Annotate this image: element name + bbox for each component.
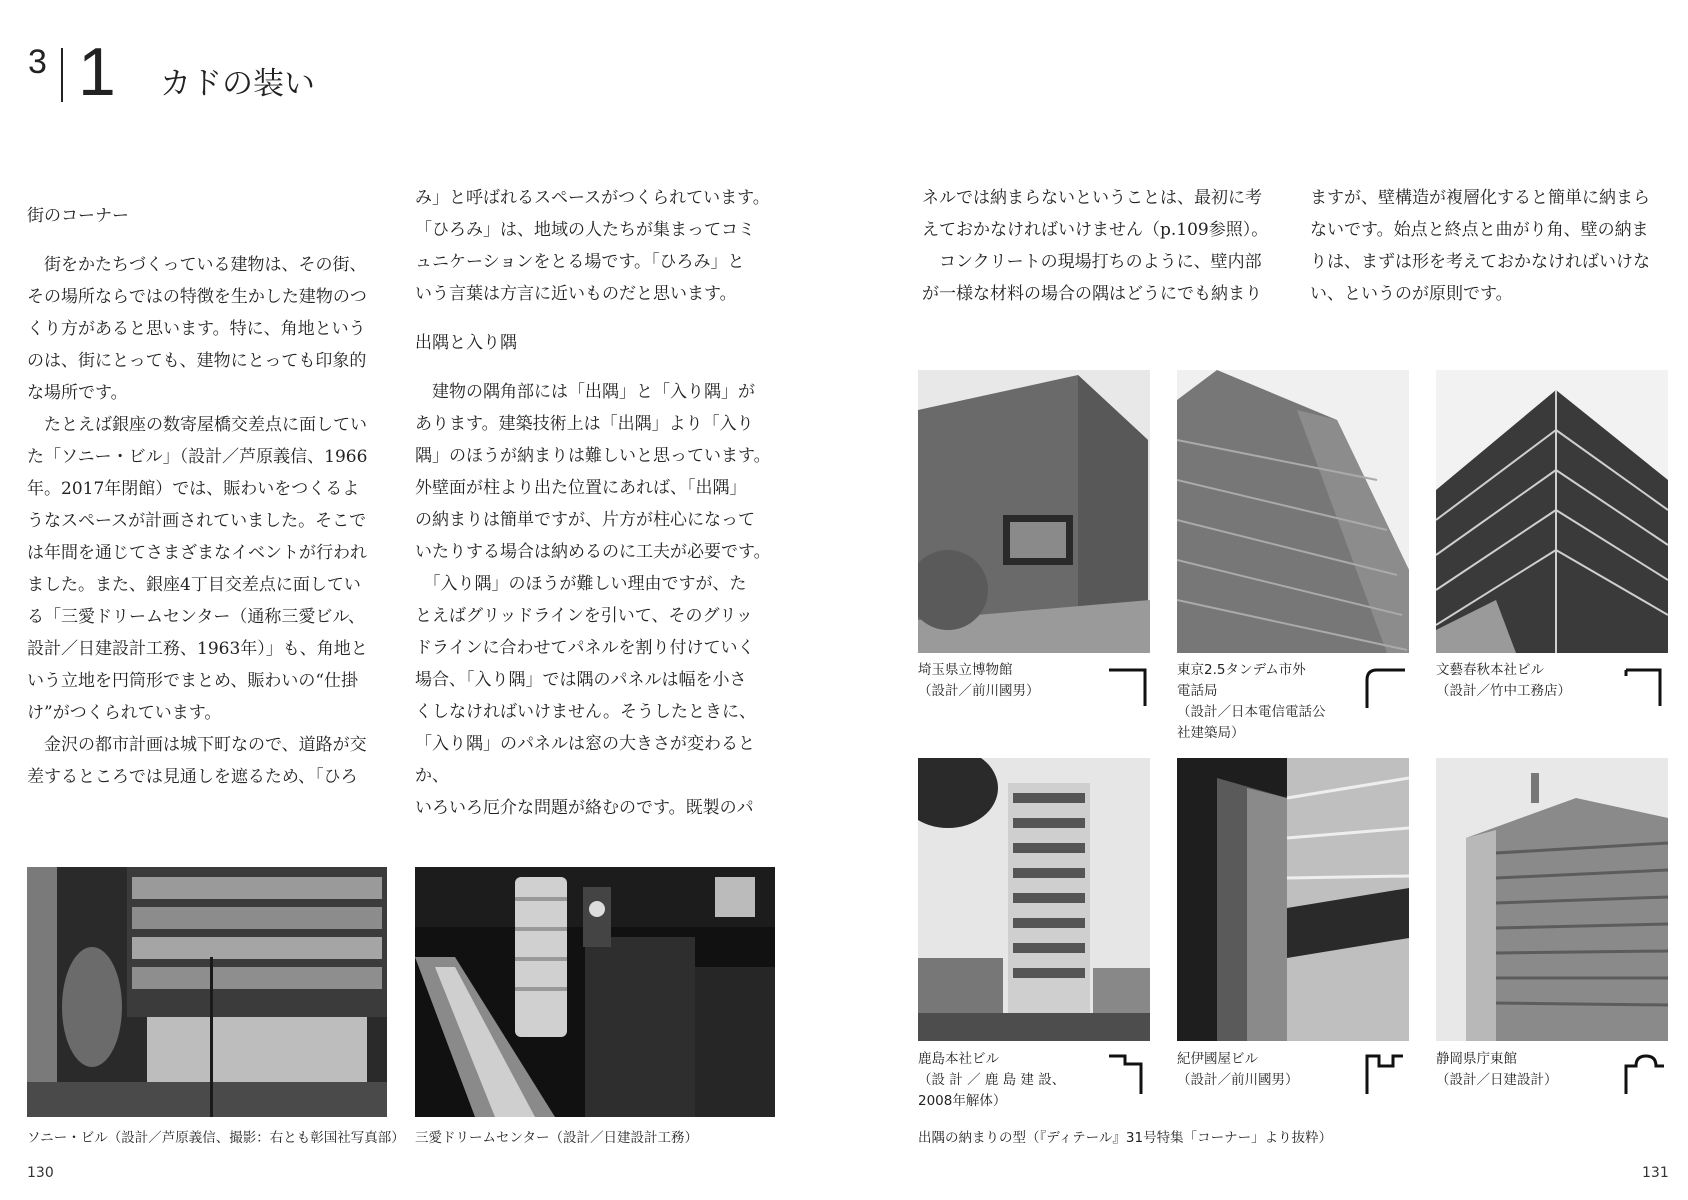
page-number-left: 130 <box>27 1165 54 1181</box>
photo-kinokuniya-building <box>1177 758 1409 1041</box>
photo-bungeishunju-building <box>1436 370 1668 653</box>
corner-profile-diagram <box>1363 664 1409 712</box>
caption-sanai-dream-center: 三愛ドリームセンター（設計／日建設計工務） <box>415 1130 698 1146</box>
corner-profile-diagram <box>1363 1050 1409 1098</box>
header-divider <box>61 48 63 102</box>
paragraph: ネルでは納まらないということは、最初に考 えておかなければいけません（p.109参照）。 <box>922 188 1269 240</box>
photo-shizuoka-prefectural-office <box>1436 758 1668 1041</box>
corner-profile-diagram <box>1622 664 1668 712</box>
section-number: 3 <box>28 43 47 81</box>
text-column-1 <box>27 182 387 793</box>
caption-kajima-headquarters: 鹿島本社ビル （設 計 ／ 鹿 島 建 設、 2008年解体） <box>918 1051 1066 1109</box>
paragraph: コンクリートの現場打ちのように、壁内部 が一様な材料の場合の隅はどうにでも納まり <box>922 252 1262 304</box>
text-column-4 <box>1310 182 1670 310</box>
corner-profile-diagram <box>1622 1050 1668 1098</box>
text-column-3 <box>922 182 1282 310</box>
caption-tokyo-tandem-exchange: 東京2.5タンデム市外 電話局 （設計／日本電信電話公 社建築局） <box>1177 662 1326 741</box>
corner-profile-diagram <box>1105 664 1151 712</box>
photo-kajima-headquarters <box>918 758 1150 1041</box>
photo-saitama-museum <box>918 370 1150 653</box>
page-number-right: 131 <box>1642 1165 1669 1181</box>
heading-street-corner: 街のコーナー <box>27 206 129 226</box>
text-column-2 <box>415 182 775 824</box>
paragraph: たとえば銀座の数寄屋橋交差点に面してい た「ソニー・ビル」（設計／芦原義信、1966 年。2017年閉館）では、賑わいをつくるよ うなスペースが計画されていました。そこで は年間を通じてさまざまなイベントが行われ ました。また、銀座4丁目交差点に面してい る「三愛ドリームセンター（通称三愛ビル、 設計／日建設計工務、1963年）」も、角地と いう立地を円筒形でまとめ、賑わいの“仕掛 け”がつくられています。 <box>27 415 368 723</box>
paragraph: み」と呼ばれるスペースがつくられています。 「ひろみ」は、地域の人たちが集まってコミ ュニケーションをとる場です。「ひろみ」と いう言葉は方言に近いものだと思います。 <box>415 188 770 304</box>
caption-saitama-museum: 埼玉県立博物館 （設計／前川國男） <box>918 662 1040 699</box>
chapter-title: カドの装い <box>160 66 315 102</box>
photo-tokyo-tandem-exchange <box>1177 370 1409 653</box>
heading-corner-types: 出隅と入り隅 <box>415 333 517 353</box>
caption-kinokuniya-building: 紀伊國屋ビル （設計／前川國男） <box>1177 1051 1299 1088</box>
photo-sony-building <box>27 867 387 1117</box>
photo-sanai-dream-center <box>415 867 775 1117</box>
right-page-caption: 出隅の納まりの型（『ディテール』31号特集「コーナー」より抜粋） <box>918 1130 1333 1146</box>
paragraph: 「入り隅」のほうが難しい理由ですが、た とえばグリッドラインを引いて、そのグリッ ドラインに合わせてパネルを割り付けていく 場合、「入り隅」では隅のパネルは幅を小さ くしなければいけません。そうしたときに、 「入り隅」のパネルは窓の大きさが変わるとか、 いろいろ厄介な問題が絡むのです。既製のパ <box>415 574 757 818</box>
caption-bungeishunju-building: 文藝春秋本社ビル （設計／竹中工務店） <box>1436 662 1571 699</box>
corner-profile-diagram <box>1105 1050 1151 1098</box>
caption-shizuoka-prefectural-office: 静岡県庁東館 （設計／日建設計） <box>1436 1051 1558 1088</box>
paragraph: ますが、壁構造が複層化すると簡単に納まら ないです。始点と終点と曲がり角、壁の納ま りは、まずは形を考えておかなければいけな い、というのが原則です。 <box>1310 188 1650 304</box>
caption-sony-building: ソニー・ビル（設計／芦原義信、撮影：右とも彰国社写真部） <box>27 1130 405 1146</box>
paragraph: 金沢の都市計画は城下町なので、道路が交 差するところでは見通しを遮るため、「ひろ <box>27 735 367 787</box>
chapter-number: 1 <box>78 34 116 110</box>
paragraph: 建物の隅角部には「出隅」と「入り隅」が あります。建築技術上は「出隅」より「入り 隅」のほうが納まりは難しいと思っています。 外壁面が柱より出た位置にあれば、「出隅」 の納まりは簡単ですが、片方が柱心になって いたりする場合は納めるのに工夫が必要です。 <box>415 382 771 562</box>
paragraph: 街をかたちづくっている建物は、その街、 その場所ならではの特徴を生かした建物のつ くり方があると思います。特に、角地という のは、街にとっても、建物にとっても印象的 な場所です。 <box>27 255 367 403</box>
